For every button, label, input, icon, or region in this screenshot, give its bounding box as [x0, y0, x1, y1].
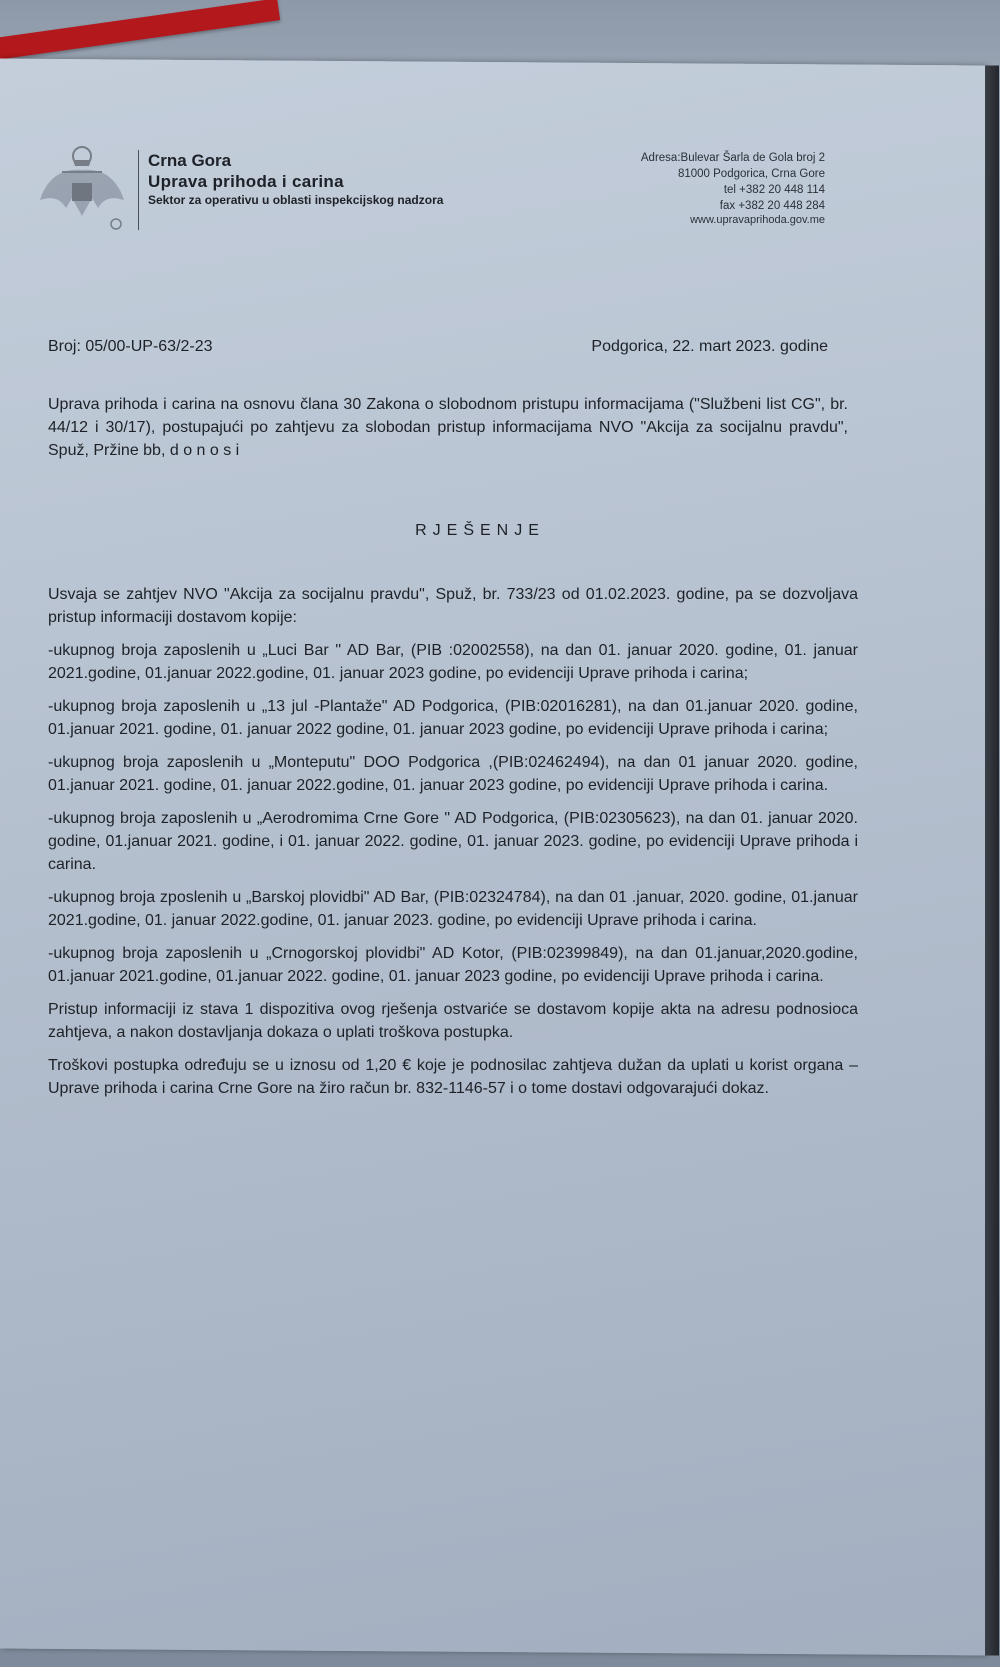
telephone: tel +382 20 448 114 [723, 184, 825, 196]
organization-block [148, 150, 443, 208]
address: Adresa:Bulevar Šarla de Gola broj 2 [640, 152, 825, 164]
decision-item: -ukupnog broja zaposlenih u „Crnogorskoj plovidbi" AD Kotor, (PIB:02399849), na dan 01.januar,2020.godine, 01.januar 2021.godine, 01.januar 2022. godine, 01. januar 2023 godine, po evidenciji Uprave prihoda i carina. [48, 945, 858, 985]
decision-opening: Usvaja se zahtjev NVO "Akcija za socijalnu pravdu", Spuž, br. 733/23 od 01.02.2023. godine, pa se dozvoljava pristup informaciji dostavom kopije: [48, 586, 858, 626]
decision-item: -ukupnog broja zaposlenih u „Monteputu" DOO Podgorica ,(PIB:02462494), na dan 01 januar 2020. godine, 01.januar 2021. godine, 01. januar 2022.godine, 01. januar 2023 godine, po evidenciji Uprave prihoda i carina. [48, 754, 858, 794]
intro-paragraph: Uprava prihoda i carina na osnovu člana 30 Zakona o slobodnom pristupu informacijama ("Službeni list CG", br. 44/12 i 30/17), postupajući po zahtjevu za slobodan pristup informacijama NVO "Akcija za socijalnu pravdu", Spuž, Pržine bb, d o n o s i [48, 396, 848, 459]
decision-item: -ukupnog broja zaposlenih u „Aerodromima Crne Gore " AD Podgorica, (PIB:02305623), na dan 01. januar 2020. godine, 01.januar 2021. godine, i 01. januar 2022. godine, 01. januar 2023. godine, po evidenciji Uprave prihoda i carina. [48, 810, 858, 873]
decision-item: -ukupnog broja zaposlenih u „13 jul -Plantaže" AD Podgorica, (PIB:02016281), na dan 01.januar 2020. godine, 01.januar 2021. godine, 01. januar 2022 godine, 01. januar 2023 godine, po evidenciji Uprave prihoda i carina; [48, 698, 858, 738]
sector-name: Sektor za operativu u oblasti inspekcijskog nadzora [148, 193, 444, 207]
montenegro-coat-of-arms-icon [32, 138, 132, 238]
city: 81000 Podgorica, Crna Gore [677, 168, 825, 180]
country-name: Crna Gora [148, 151, 232, 170]
decision-item: -ukupnog broja zaposlenih u „Luci Bar " AD Bar, (PIB :02002558), na dan 01. januar 2020. godine, 01. januar 2021.godine, 01.januar 2022.godine, 01. januar 2023 godine, po evidenciji Uprave prihoda i carina; [48, 642, 858, 682]
decision-item: -ukupnog broja zposlenih u „Barskoj plovidbi" AD Bar, (PIB:02324784), na dan 01 .januar, 2020. godine, 01.januar 2021.godine, 01. januar 2022.godine, 01. januar 2023. godine, po evidenciji Uprave prihoda i carina. [48, 889, 858, 929]
place-date: Podgorica, 22. mart 2023. godine [591, 338, 828, 355]
agency-name: Uprava prihoda i carina [148, 172, 344, 191]
access-paragraph: Pristup informaciji iz stava 1 dispozitiva ovog rješenja ostvariće se dostavom kopije akta na adresu podnosioca zahtjeva, a nakon dostavljanja dokaza o uplati troškova postupka. [48, 1001, 858, 1041]
document-title: RJEŠENJE [415, 522, 545, 539]
reference-line [48, 338, 828, 356]
website: www.upravaprihoda.gov.me [690, 214, 825, 226]
decision-section [48, 583, 858, 1110]
reference-number: Broj: 05/00-UP-63/2-23 [48, 338, 213, 355]
contact-block [641, 150, 825, 227]
header-divider [138, 150, 139, 230]
fax: fax +382 20 448 284 [719, 200, 825, 212]
costs-paragraph: Troškovi postupka određuju se u iznosu od 1,20 € koje je podnosilac zahtjeva dužan da uplati u korist organa – Uprave prihoda i carina Crne Gore na žiro račun br. 832-1146-57 i o tome dostavi odgovarajući dokaz. [48, 1057, 858, 1097]
